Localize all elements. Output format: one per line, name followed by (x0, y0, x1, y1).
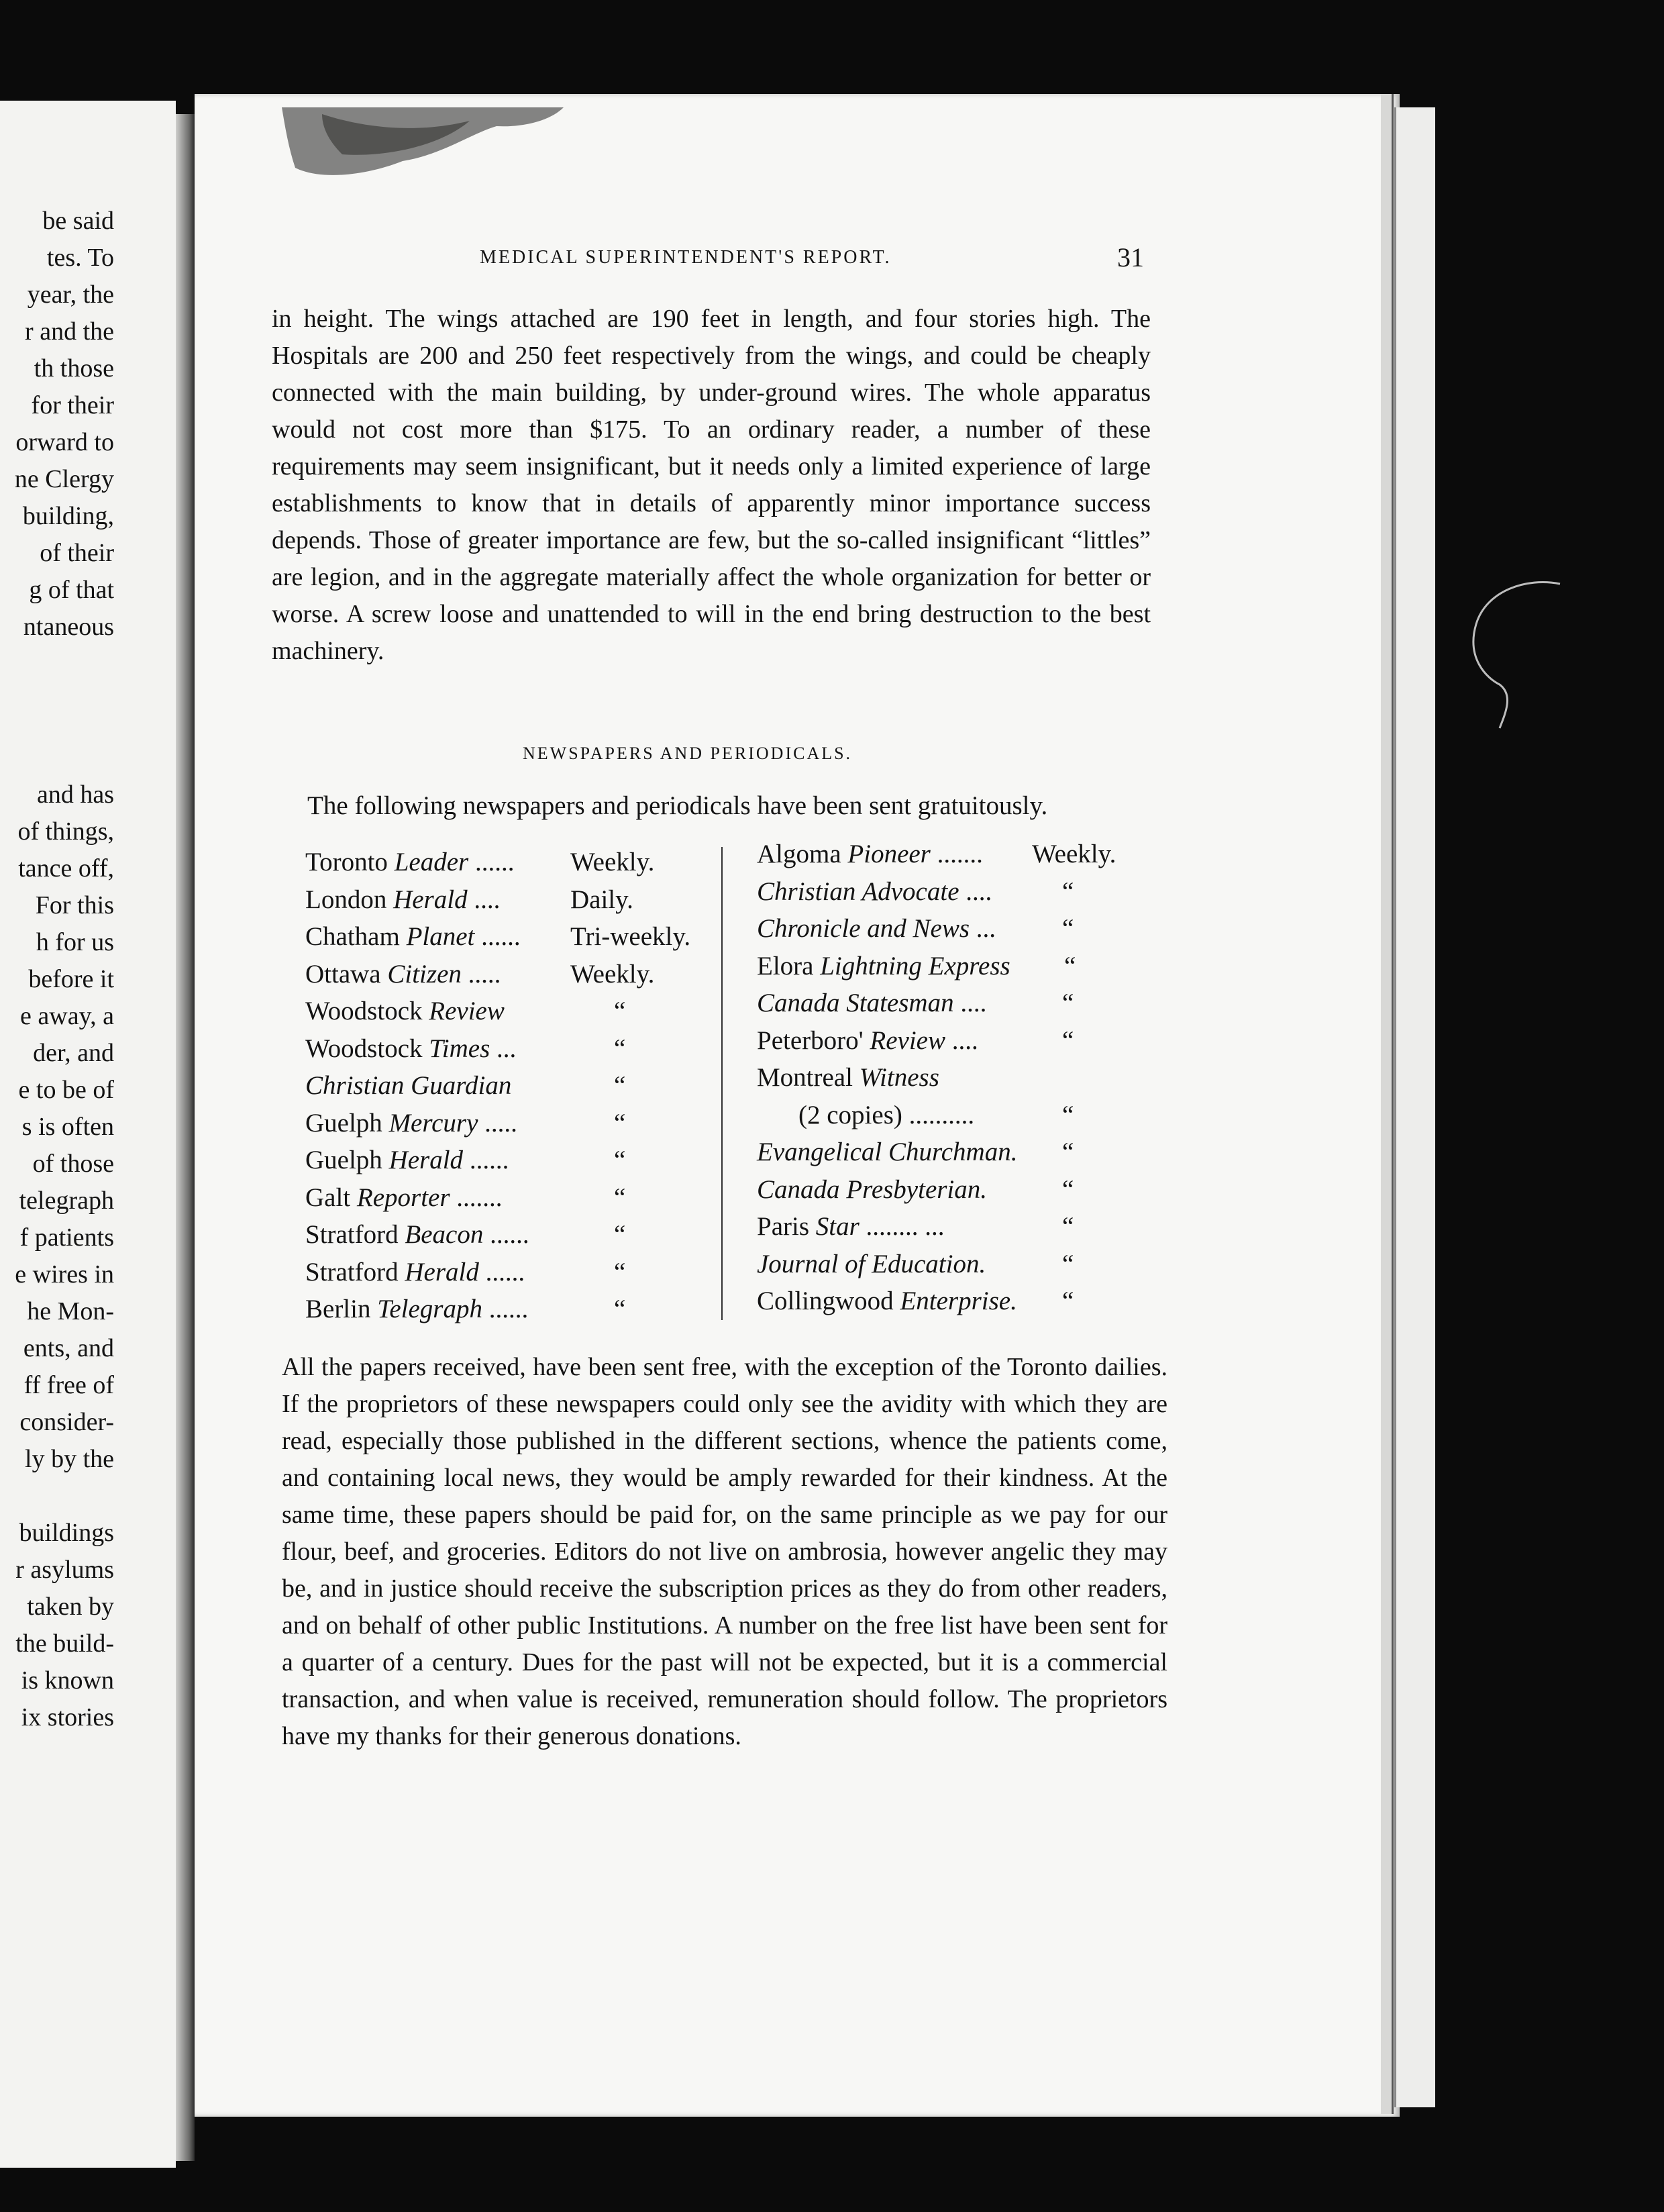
newspaper-row (305, 1183, 708, 1220)
leader-dots: ..... (461, 959, 501, 989)
newspaper-frequency: “ (1062, 1287, 1074, 1315)
left-page-fragment: ff free of (23, 1371, 114, 1399)
newspaper-row (305, 1034, 708, 1071)
left-page-fragment: s is often (21, 1113, 114, 1141)
left-page-fragment: g of that (29, 576, 114, 604)
left-page-fragment: and has (36, 781, 114, 809)
newspaper-row (305, 847, 708, 885)
newspaper-title: Review (429, 997, 505, 1025)
newspaper-row (305, 1294, 708, 1331)
left-page-fragment: is known (21, 1666, 114, 1695)
newspaper-row (757, 1025, 1153, 1063)
body-paragraph-1: in height. The wings attached are 190 feet in length, and four stories high. The Hospitals are 200 and 250 feet respectively from the wings, and could be cheaply connected with the main building, by under-ground wires. The whole apparatus would not cost more than $175. To an ordinary reader, a number of these requirements may seem insignificant, but it needs only a limited experience of large establishments to know that in details of apparently minor importance success depends. Those of greater importance are few, but the so-called insignificant “littles” are legion, and in the aggregate materially affect the whole organization for better or worse. A screw loose and unattended to will in the end bring destruction to the best machinery. (272, 305, 1151, 665)
left-page-fragment: e to be of (18, 1076, 114, 1104)
newspaper-title: Enterprise. (900, 1287, 1017, 1315)
newspaper-name (798, 1100, 974, 1130)
left-page-fragment: ne Clergy (14, 465, 114, 493)
leader-dots: ....... (930, 840, 983, 868)
newspaper-title: Citizen (387, 959, 462, 989)
newspaper-row (305, 1070, 708, 1108)
left-page-fragment: tes. To (46, 244, 114, 272)
newspaper-title: Christian Advocate (757, 876, 959, 906)
leader-dots: ...... (468, 848, 515, 876)
newspaper-place: Peterboro' (757, 1025, 864, 1055)
newspaper-name (757, 876, 992, 907)
left-page-fragment: he Mon- (27, 1297, 114, 1325)
newspaper-title: Reporter (356, 1183, 450, 1212)
newspaper-place: Montreal (757, 1063, 853, 1092)
left-page-fragment: be said (42, 207, 114, 235)
left-page-fragment: year, the (27, 281, 114, 309)
newspaper-frequency: Daily. (570, 885, 633, 914)
left-page-fragment: for their (31, 391, 114, 419)
newspaper-name (305, 921, 521, 952)
section-heading: NEWSPAPERS AND PERIODICALS. (523, 744, 853, 763)
leader-dots: ...... (482, 1295, 529, 1323)
newspaper-row (305, 1257, 708, 1295)
newspaper-title: Telegraph (377, 1295, 482, 1323)
newspaper-title: Times (429, 1034, 490, 1063)
newspaper-name (305, 1108, 517, 1138)
newspaper-title: Lightning Express (820, 951, 1010, 981)
newspaper-place: Stratford (305, 1220, 399, 1249)
newspaper-name (757, 1025, 978, 1056)
newspaper-frequency: “ (1062, 876, 1074, 906)
newspaper-frequency: Weekly. (570, 959, 655, 989)
newspaper-name (305, 1219, 529, 1250)
left-page-fragment: of those (32, 1150, 114, 1178)
newspaper-row (757, 913, 1153, 951)
newspaper-place: Collingwood (757, 1287, 894, 1315)
left-page-fragment: telegraph (19, 1187, 114, 1215)
film-scratch (1459, 577, 1573, 732)
newspaper-place: Berlin (305, 1295, 371, 1323)
newspaper-name (305, 1070, 511, 1101)
body-paragraph-2: All the papers received, have been sent free, with the exception of the Toronto dailies. If the proprietors of these newspapers could only see the avidity with which they are read, especially those published in the different sections, whence the patients come, and containing local news, they would be amply rewarded for their kindness. At the same time, these papers should be paid for, on the same principle as we pay for our flour, beef, and groceries. Editors do not live on ambrosia, however angelic they may be, and in justice should receive the subscription prices as they do from other readers, and on behalf of other public Institutions. A number on the free list have been sent for a quarter of a century. Dues for the past will not be expected, but it is a commercial transaction, and when value is received, remuneration should follow. The proprietors have my thanks for their generous donations. (282, 1353, 1167, 1750)
newspaper-frequency: Tri-weekly. (570, 922, 691, 951)
left-page-fragment: der, and (33, 1039, 114, 1067)
page-number: 31 (1117, 242, 1144, 272)
newspaper-row (757, 1100, 1153, 1138)
newspaper-name (305, 847, 514, 877)
newspaper-name (757, 1062, 939, 1093)
newspaper-frequency: “ (614, 1034, 626, 1063)
newspaper-title: Leader (394, 848, 469, 876)
newspaper-place: Galt (305, 1183, 351, 1212)
left-page-fragment: of things, (17, 817, 114, 846)
left-page-fragment: r and the (25, 317, 114, 346)
newspaper-title: Canada Presbyterian. (757, 1174, 988, 1204)
newspaper-row (305, 1145, 708, 1183)
left-page-fragment: before it (28, 965, 114, 993)
newspaper-row (757, 839, 1153, 876)
newspaper-title: Herald (405, 1257, 479, 1287)
newspaper-frequency: “ (1062, 1100, 1074, 1129)
newspaper-name (757, 1249, 986, 1279)
newspaper-place: Elora (757, 951, 814, 981)
newspaper-row (757, 1211, 1153, 1249)
left-page-fragment: taken by (27, 1593, 114, 1621)
newspaper-place: Ottawa (305, 959, 381, 989)
left-page-fragment: For this (35, 891, 114, 919)
newspaper-row (757, 1286, 1153, 1323)
newspaper-row (757, 951, 1153, 989)
leader-dots: ... (970, 914, 996, 943)
newspaper-row (305, 959, 708, 997)
newspaper-name (305, 996, 505, 1026)
newspaper-title: Pioneer (847, 840, 931, 868)
newspaper-row (757, 1174, 1153, 1212)
newspaper-frequency: “ (1062, 989, 1074, 1017)
newspaper-frequency: “ (1062, 1138, 1074, 1166)
newspaper-title: Mercury (388, 1108, 478, 1138)
left-page-fragment: consider- (19, 1408, 114, 1436)
leader-dots: ........ ... (859, 1212, 945, 1241)
newspaper-frequency: “ (1062, 1174, 1074, 1204)
list-intro: The following newspapers and periodicals have been sent gratuitously. (307, 791, 1048, 820)
newspaper-place: London (305, 885, 387, 914)
leader-dots: ....... (450, 1183, 503, 1212)
left-page-fragment: e wires in (15, 1260, 114, 1289)
left-facing-page (0, 101, 176, 2168)
leader-dots: ...... (483, 1220, 529, 1249)
newspaper-row (757, 988, 1153, 1025)
newspaper-row (305, 921, 708, 959)
newspaper-name (305, 1183, 503, 1213)
newspaper-name (305, 1294, 528, 1324)
newspaper-place: Guelph (305, 1108, 382, 1138)
newspaper-frequency: Weekly. (570, 848, 655, 876)
left-page-fragment: th those (34, 354, 114, 383)
newspaper-name (305, 1145, 509, 1175)
left-page-fragment: ly by the (25, 1445, 114, 1473)
left-page-fragment: r asylums (15, 1556, 114, 1584)
newspaper-frequency: “ (614, 1071, 626, 1100)
newspaper-name (757, 1137, 1017, 1167)
newspaper-title: Christian Guardian (305, 1071, 512, 1100)
newspaper-row (757, 1137, 1153, 1174)
newspaper-title: Herald (393, 885, 468, 914)
newspaper-frequency: “ (1062, 1025, 1074, 1055)
newspaper-title: Beacon (405, 1220, 484, 1249)
page-edge (1381, 94, 1394, 2114)
newspaper-row (757, 1062, 1153, 1100)
newspaper-frequency: “ (1062, 1212, 1074, 1241)
newspaper-place: Woodstock (305, 1034, 423, 1063)
newspaper-place: (2 copies) (798, 1100, 902, 1129)
column-divider (721, 847, 723, 1320)
newspaper-row (305, 996, 708, 1034)
newspaper-title: Star (815, 1212, 860, 1241)
newspaper-title: Journal of Education. (757, 1249, 986, 1278)
newspaper-frequency: “ (614, 1146, 626, 1174)
newspaper-name (757, 1211, 945, 1242)
newspaper-frequency: “ (614, 1183, 626, 1212)
newspaper-place: Guelph (305, 1146, 382, 1174)
left-page-fragment: f patients (19, 1223, 114, 1252)
newspaper-name (305, 959, 501, 989)
book-gutter (176, 114, 195, 2161)
page-edge-outer (1394, 107, 1435, 2107)
newspaper-frequency: Weekly. (1032, 840, 1116, 868)
leader-dots: ...... (478, 1257, 525, 1287)
left-page-fragment: tance off, (18, 854, 114, 883)
newspaper-place: Chatham (305, 922, 400, 951)
newspaper-name (757, 839, 983, 869)
newspaper-row (305, 1219, 708, 1257)
newspaper-row (305, 1108, 708, 1146)
newspaper-name (757, 1174, 987, 1205)
newspaper-row (305, 885, 708, 922)
newspaper-title: Evangelical Churchman. (757, 1138, 1018, 1166)
left-page-fragment: orward to (15, 428, 114, 456)
newspaper-place: Toronto (305, 848, 388, 876)
leader-dots: .... (467, 885, 501, 914)
leader-dots: ..... (478, 1108, 517, 1138)
newspaper-row (757, 1249, 1153, 1287)
newspaper-frequency: “ (614, 1295, 626, 1323)
newspaper-name (305, 1034, 516, 1064)
left-page-fragment: buildings (19, 1519, 114, 1547)
newspaper-place: Stratford (305, 1257, 399, 1287)
running-head: MEDICAL SUPERINTENDENT'S REPORT. (480, 247, 892, 268)
newspaper-frequency: “ (1064, 951, 1076, 981)
leader-dots: .... (959, 876, 992, 906)
left-page-fragment: e away, a (20, 1002, 114, 1030)
newspaper-name (757, 988, 986, 1018)
newspaper-name (305, 885, 500, 915)
left-page-fragment: of their (40, 539, 114, 567)
newspaper-title: Review (870, 1025, 946, 1055)
leader-dots: ...... (463, 1146, 509, 1174)
newspaper-frequency: “ (1062, 1249, 1074, 1278)
leader-dots: .......... (902, 1100, 975, 1129)
newspaper-title: Planet (406, 922, 475, 951)
newspaper-name (757, 1286, 1017, 1316)
newspaper-title: Chronicle and News (757, 914, 970, 943)
newspaper-name (757, 913, 996, 944)
newspaper-frequency: “ (614, 1108, 626, 1138)
newspaper-list-left (305, 847, 708, 1331)
left-page-fragment: the build- (15, 1629, 114, 1658)
paper-stain (282, 107, 631, 181)
left-page-fragment: ents, and (23, 1334, 114, 1362)
newspaper-title: Herald (388, 1146, 464, 1174)
left-page-fragment: building, (22, 502, 114, 530)
leader-dots: ...... (474, 922, 521, 951)
newspaper-name (757, 951, 1010, 981)
newspaper-title: Witness (859, 1063, 939, 1092)
newspaper-place: Algoma (757, 840, 841, 868)
newspaper-frequency: “ (1062, 914, 1074, 943)
newspaper-name (305, 1257, 525, 1287)
newspaper-list-right (757, 839, 1153, 1323)
newspaper-row (757, 876, 1153, 914)
newspaper-place: Woodstock (305, 997, 423, 1025)
left-page-fragment: h for us (36, 928, 114, 956)
left-page-fragment: ix stories (21, 1703, 114, 1731)
newspaper-place: Paris (757, 1212, 809, 1241)
leader-dots: ... (490, 1034, 517, 1063)
newspaper-frequency: “ (614, 997, 626, 1025)
newspaper-frequency: “ (614, 1220, 626, 1249)
newspaper-frequency: “ (614, 1257, 626, 1287)
leader-dots: .... (945, 1025, 978, 1055)
newspaper-title: Canada Statesman (757, 989, 954, 1017)
left-page-fragment: ntaneous (23, 613, 114, 641)
leader-dots: .... (953, 989, 987, 1017)
